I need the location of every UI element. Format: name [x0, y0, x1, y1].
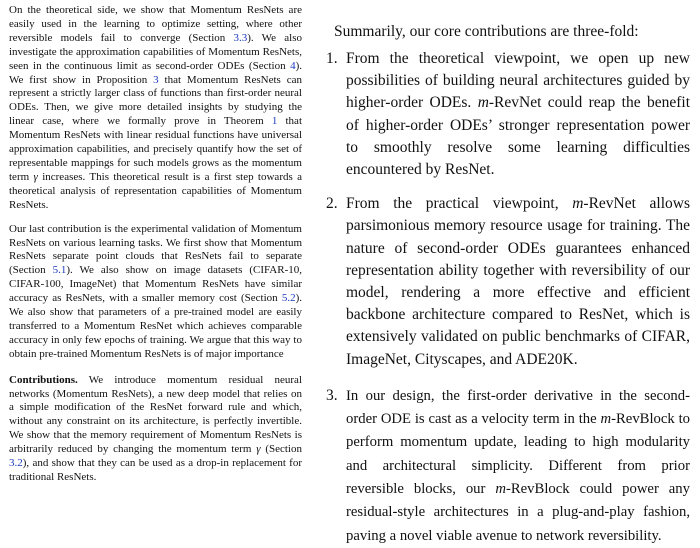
summary-line: Summarily, our core contributions are three-fold:	[334, 23, 639, 40]
gamma-symbol: γ	[256, 443, 261, 456]
proposition-link[interactable]: 3	[153, 73, 159, 86]
item-number: 3.	[326, 386, 338, 404]
right-column	[326, 22, 690, 548]
text-run: ). We also show on image datasets (CIFAR-10, CIFAR-100, ImageNet) that Momentum ResNets have similar accuracy as ResNets, with a smaller memory cost (Section	[9, 264, 302, 305]
contribution-item-3	[326, 385, 690, 548]
item-text: From the practical viewpoint, m-RevNet allows parsimonious memory resource usage for training. The nature of second-order ODEs guarantees enhanced representation ability together with reversibility of our model, rendering a more effective and efficient backbone architecture compared to ResNet, which is extensively validated on public benchmarks of CIFAR, ImageNet, Cityscapes, and ADE20K.	[346, 195, 690, 368]
item-text: In our design, the first-order derivative in the second-order ODE is cast as a velocity term in the m-RevBlock to perform momentum update, leading to high modularity and architectural simplicity. Different from prior reversible blocks, our m-RevBlock could power any residual-style architectures in a plug-and-play fashion, paving a novel viable avenue to network reversibility.	[346, 387, 691, 544]
item-number: 2.	[326, 195, 338, 213]
item-text: From the theoretical viewpoint, we open up new possibilities of building neural architectures guided by higher-order ODEs. m-RevNet could reap the benefit of higher-order ODEs’ stronger representation power to smoothly resolve some learning difficulties encountered by ResNet.	[346, 50, 690, 179]
contribution-item-2	[326, 193, 690, 371]
section-link[interactable]: 5.1	[52, 264, 67, 277]
text-run: ). We also show that parameters of a pre-trained model are easily transferred to a Momentum ResNet which achieves comparable accuracy in only few epochs of training. We argue that this way to obtain pre-trained Momentum ResNets is of major importance	[9, 292, 302, 360]
section-link[interactable]: 5.2	[281, 292, 296, 305]
text-run: ). We first show in Proposition	[9, 59, 302, 86]
theoretical-paragraph	[9, 4, 302, 213]
experimental-paragraph	[9, 223, 302, 362]
contributions-paragraph	[9, 374, 302, 485]
contributions-heading: Contributions.	[9, 373, 78, 386]
left-column	[9, 4, 302, 485]
text-run: (Section	[260, 443, 302, 456]
text-run: We introduce momentum residual neural networks (Momentum ResNets), a new deep model that relies on a simple modification of the ResNet forward rule and which, without any constraint on its architecture, is perfectly invertible. We show that the memory requirement of Momentum ResNets is arbitrarily reduced by changing the momentum term	[9, 373, 302, 456]
text-run: Our last contribution is the experimental validation of Momentum ResNets on various learning tasks. We first show that Momentum ResNets separate point clouds that ResNets fail to separate (Section	[9, 222, 302, 277]
contribution-item-1	[326, 48, 690, 181]
section-link[interactable]: 3.3	[233, 31, 248, 44]
text-run: On the theoretical side, we show that Momentum ResNets are easily used in the learning to optimize setting, where other reversible models fail to converge (Section	[9, 4, 302, 44]
section-link[interactable]: 3.2	[9, 457, 23, 470]
text-run: increases. This theoretical result is a first step towards a theoretical analysis of representation capabilities of Momentum ResNets.	[9, 170, 302, 211]
text-run: ), and show that they can be used as a drop-in replacement for traditional ResNets.	[9, 457, 302, 483]
text-run: that Momentum ResNets can represent a strictly larger class of functions than first-order neural ODEs. Then, we give more detailed insights by studying the linear case, where we formally prove in Theorem	[9, 73, 302, 128]
theorem-link[interactable]: 1	[271, 115, 278, 128]
gamma-symbol: γ	[33, 170, 38, 183]
text-run: ). We also investigate the approximation capabilities of Momentum ResNets, seen in the continuous limit as second-order ODEs (Section	[9, 31, 303, 72]
item-number: 1.	[326, 50, 338, 67]
section-link[interactable]: 4	[290, 59, 296, 72]
text-run: that Momentum ResNets with linear residual functions have universal approximation capabilities, and precisely quantify how the set of representable mappings for such models grows as the momentum term	[9, 115, 302, 183]
